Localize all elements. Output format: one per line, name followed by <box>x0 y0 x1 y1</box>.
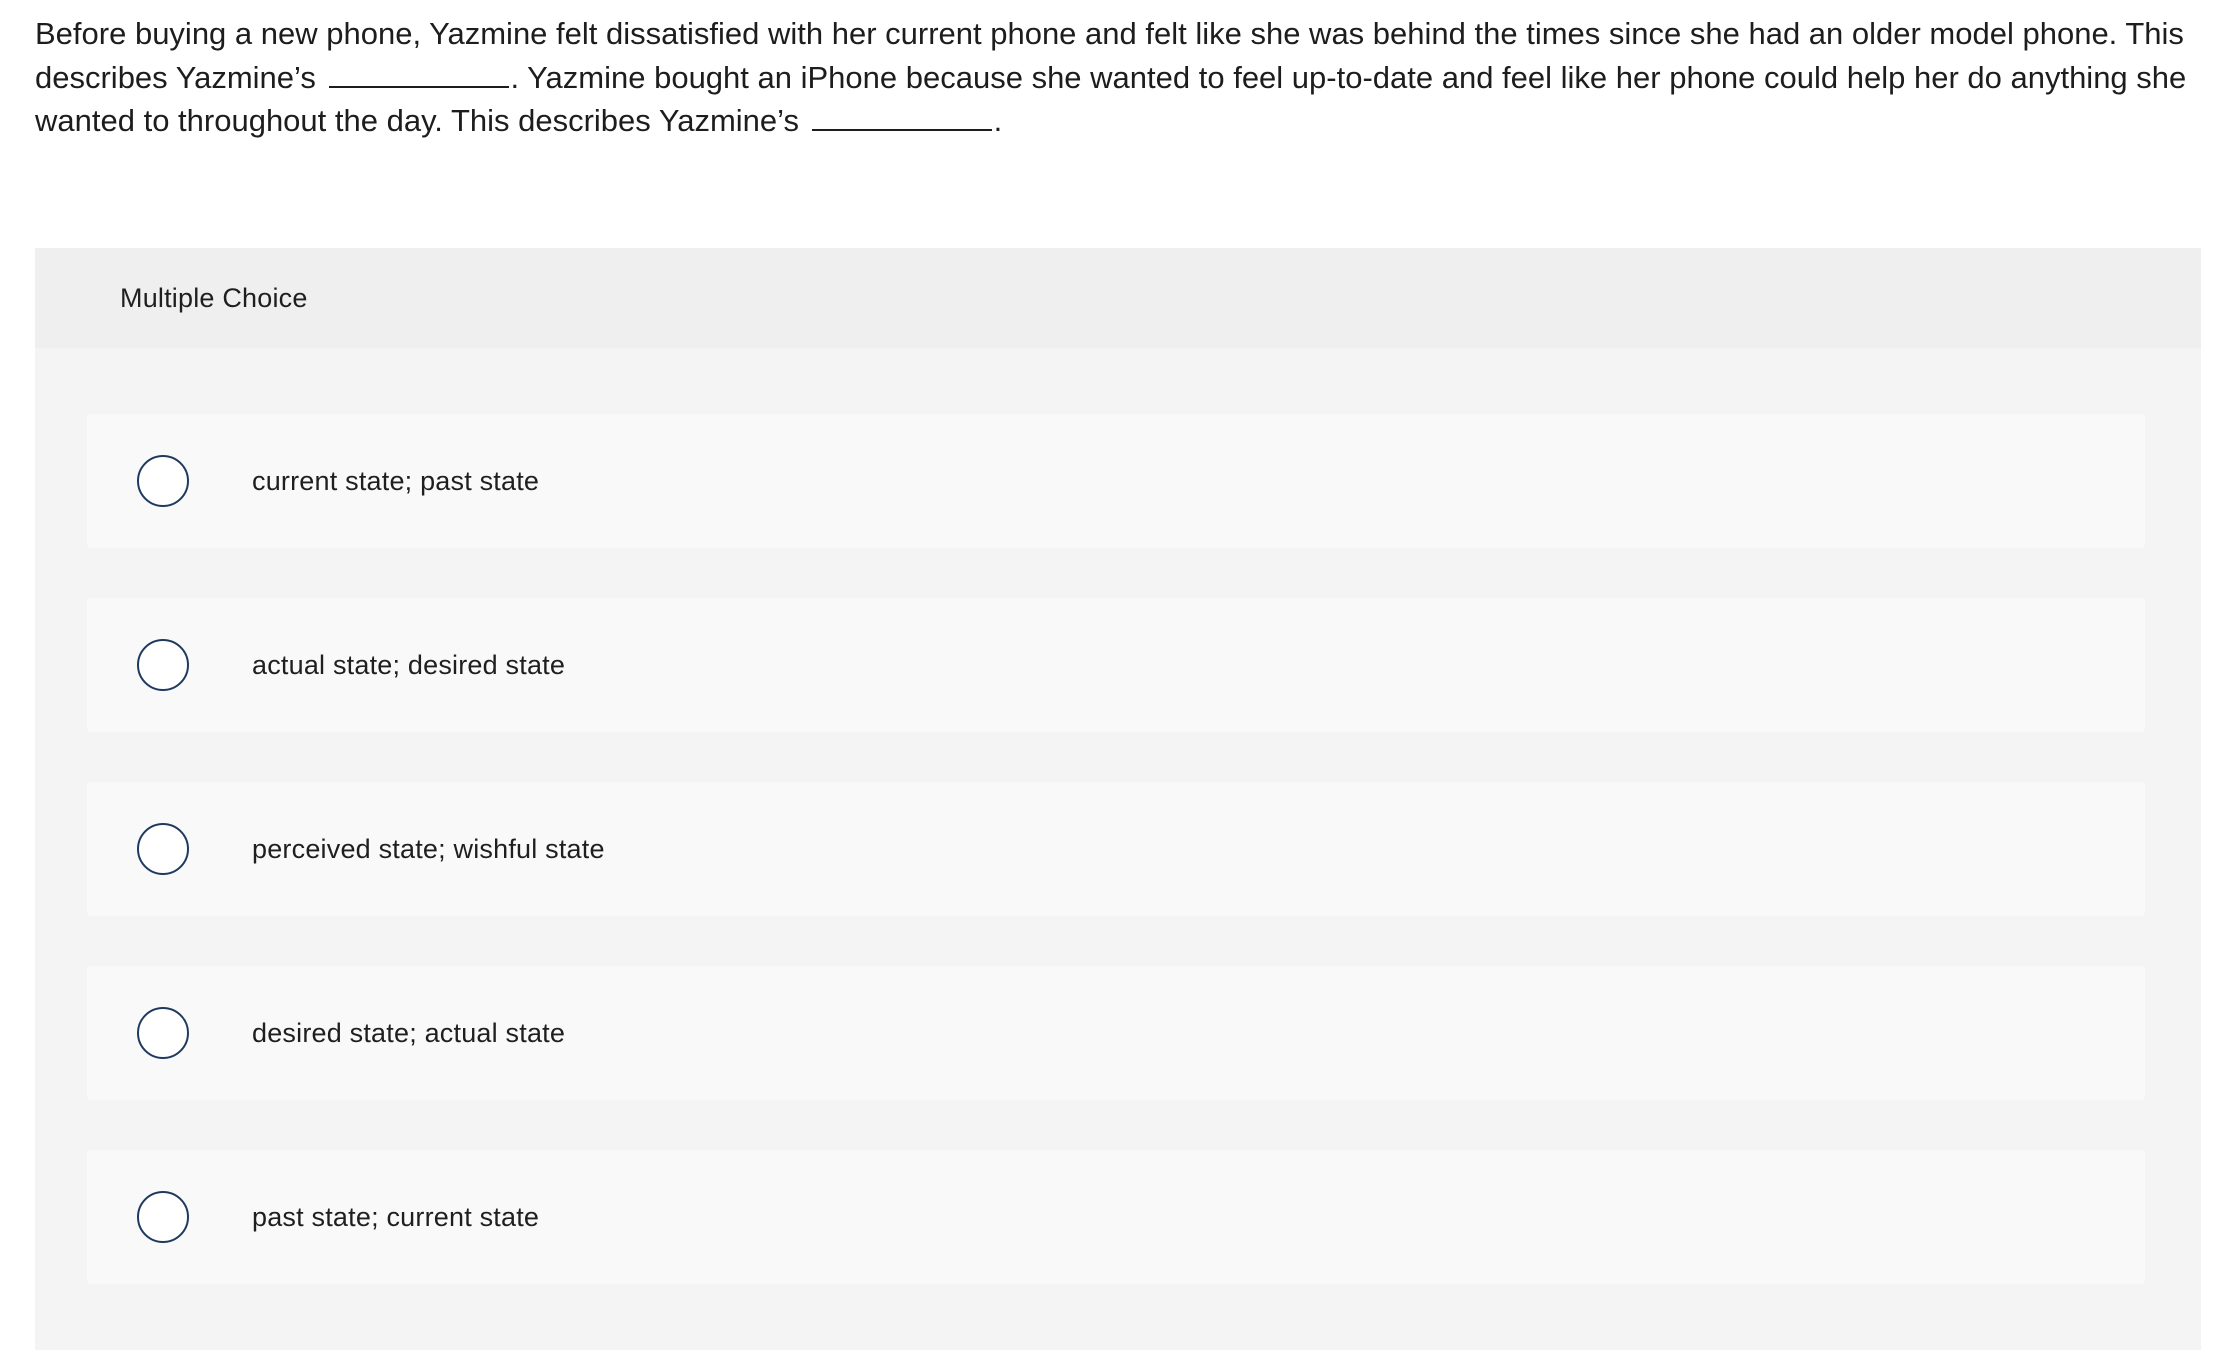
answer-blank-2 <box>812 103 992 131</box>
answer-options-list <box>87 414 2145 1334</box>
multiple-choice-panel <box>35 248 2201 1350</box>
answer-option-5[interactable] <box>87 1150 2145 1284</box>
radio-button-icon[interactable] <box>137 455 189 507</box>
answer-option-4[interactable] <box>87 966 2145 1100</box>
answer-option-1[interactable] <box>87 414 2145 548</box>
question-part-1: Before buying a new phone, Yazmine felt dissatisfied with her current phone and felt like she was behind the times since she had an older model phone. This describes Yazmine’s <box>35 16 2184 95</box>
radio-button-icon[interactable] <box>137 1007 189 1059</box>
radio-button-icon[interactable] <box>137 823 189 875</box>
radio-button-icon[interactable] <box>137 1191 189 1243</box>
question-part-2: . Yazmine bought an iPhone because she wanted to feel up-to-date and feel like her phone could help her do anything she wanted to throughout the day. This describes Yazmine’s <box>35 59 2187 138</box>
radio-button-icon[interactable] <box>137 639 189 691</box>
answer-option-label: actual state; desired state <box>252 649 566 680</box>
answer-option-label: past state; current state <box>252 1201 540 1232</box>
answer-option-3[interactable] <box>87 782 2145 916</box>
answer-option-2[interactable] <box>87 598 2145 732</box>
question-part-3: . <box>993 103 1003 138</box>
answer-option-label: current state; past state <box>252 465 540 496</box>
answer-blank-1 <box>329 60 509 88</box>
multiple-choice-label: Multiple Choice <box>120 282 308 313</box>
question-text <box>35 12 2205 143</box>
answer-option-label: perceived state; wishful state <box>252 833 605 864</box>
answer-option-label: desired state; actual state <box>252 1017 566 1048</box>
multiple-choice-header <box>35 248 2201 348</box>
